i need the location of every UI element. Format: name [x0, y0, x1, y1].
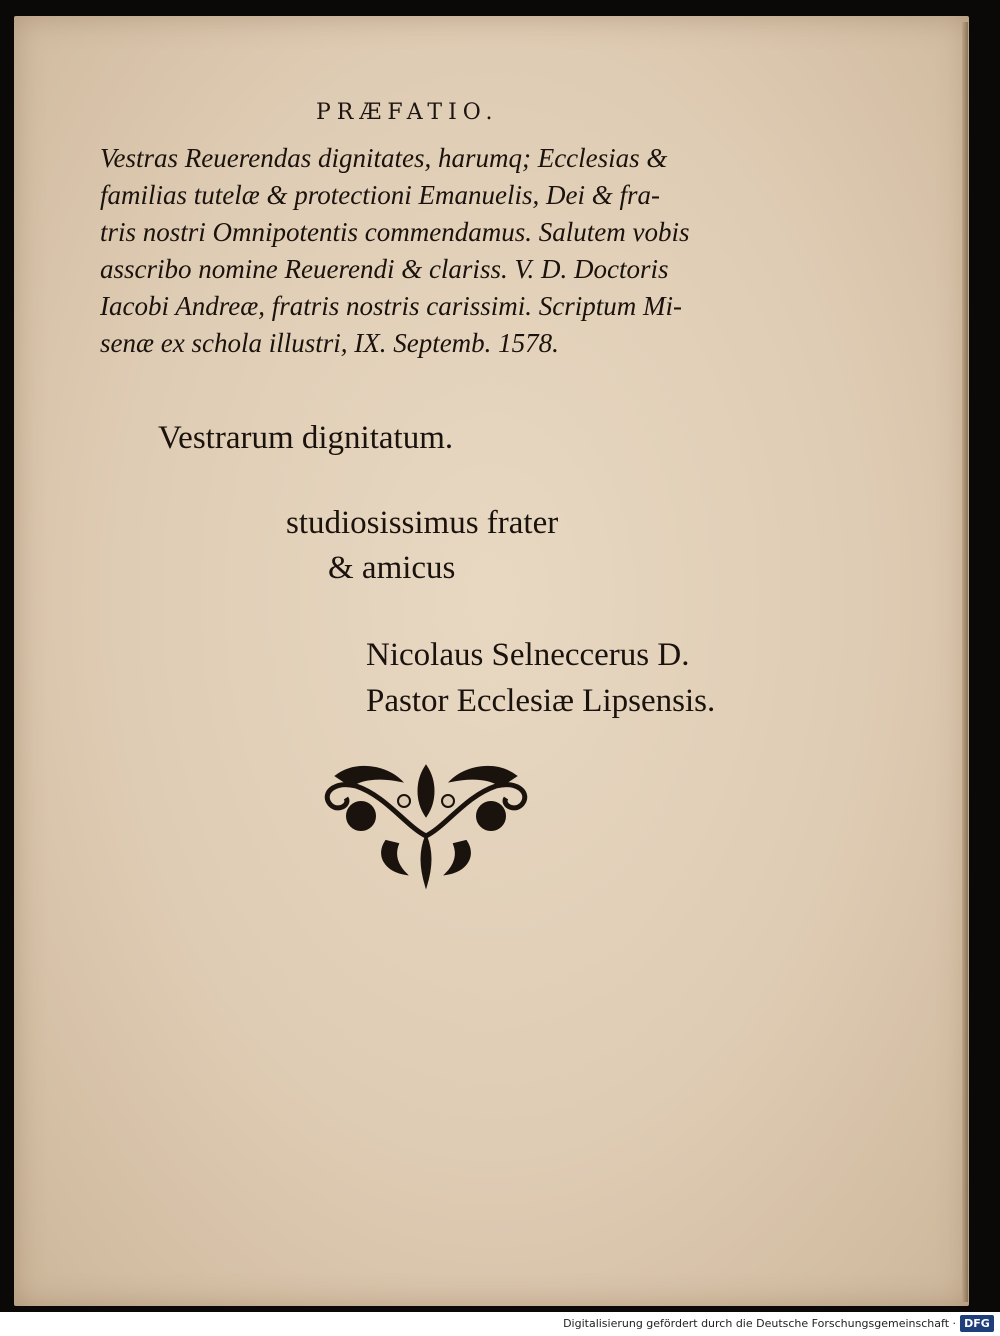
- author-title: Pastor Ecclesiæ Lipsensis.: [366, 683, 716, 719]
- body-line: senæ ex schola illustri, IX. Septemb. 1578.: [100, 328, 559, 358]
- preface-body: [100, 140, 790, 362]
- dfg-logo: DFG: [960, 1315, 994, 1332]
- fleuron-ornament-icon: [316, 756, 536, 891]
- running-head: PRÆFATIO.: [316, 100, 499, 125]
- signature-line: & amicus: [328, 550, 456, 586]
- footer-bar: [0, 1312, 1000, 1336]
- signature-line: studiosissimus frater: [286, 505, 559, 541]
- body-line: tris nostri Omnipotentis commendamus. Salutem vobis: [100, 217, 690, 247]
- body-line: Iacobi Andreæ, fratris nostris carissimi. Scriptum Mi-: [100, 291, 683, 321]
- author-name: Nicolaus Selneccerus D.: [366, 637, 690, 673]
- body-line: Vestras Reuerendas dignitates, harumq; Ecclesias &: [100, 143, 668, 173]
- closing-salutation: Vestrarum dignitatum.: [158, 420, 454, 456]
- body-line: familias tutelæ & protectioni Emanuelis, Dei & fra-: [100, 180, 660, 210]
- page-edge: [962, 22, 968, 1302]
- body-line: asscribo nomine Reuerendi & clariss. V. D. Doctoris: [100, 254, 669, 284]
- footer-credit: Digitalisierung gefördert durch die Deutsche Forschungsgemeinschaft ·: [563, 1317, 956, 1330]
